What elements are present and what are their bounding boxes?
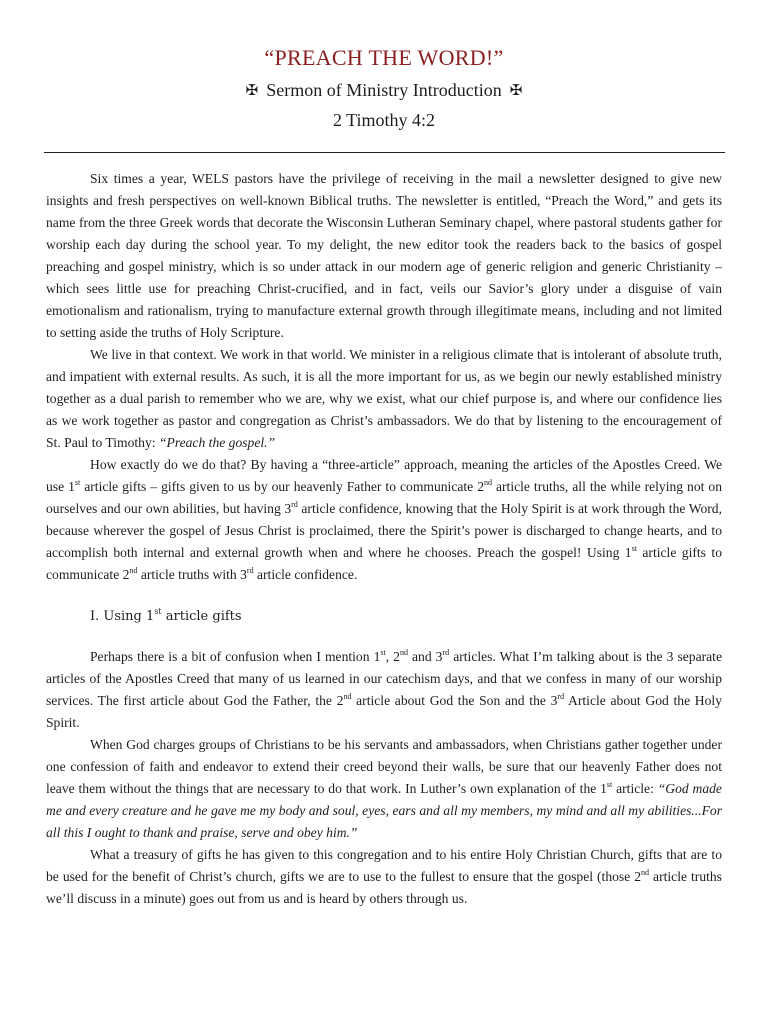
luther-quote: “God made me and every creature and he gave me my body and soul, eyes, ears and all my members, my mind and all my abilities...For all this I ought to thank and praise, serve and obey him.” xyxy=(46,781,722,840)
scripture-reference: 2 Timothy 4:2 xyxy=(332,110,436,130)
sermon-body xyxy=(46,168,722,910)
cross-icon: ✠ xyxy=(509,83,523,99)
section-heading: I. Using 1st article gifts xyxy=(90,607,242,624)
paragraph-5: When God charges groups of Christians to be his servants and ambassadors, when Christians gather together under one confession of faith and endeavor to extend their creed beyond their walls, be sure that our heavenly Father does not leave them without the things that are necessary to do that work. In Luther’s own explanation of the 1st article: “God made me and every creature and he gave me my body and soul, eyes, ears and all my members, my mind and all my abilities...For all this I ought to thank and praise, serve and obey him.” xyxy=(46,737,722,840)
sermon-subtitle xyxy=(0,80,768,101)
scripture-quote: “Preach the gospel.” xyxy=(158,435,276,450)
paragraph-1: Six times a year, WELS pastors have the privilege of receiving in the mail a newsletter designed to give new insights and fresh perspectives on well-known Biblical truths. The newsletter is entitled, “Preach the Word,” and gets its name from the three Greek words that decorate the Wisconsin Lutheran Seminary chapel, where pastoral students gather for worship each day during the school year. To my delight, the new editor took the readers back to the basics of gospel preaching and gospel ministry, which is so under attack in our modern age of generic religion and generic Christianity – which sees little use for preaching Christ-crucified, and in fact, veils our Savior’s glory under a disguise of vain emotionalism and rationalism, trying to manufacture external growth through illegitimate means, including and not limited to setting aside the truths of Holy Scripture. xyxy=(46,171,722,340)
subtitle-text: Sermon of Ministry Introduction xyxy=(266,80,502,100)
paragraph-2: We live in that context. We work in that world. We minister in a religious climate that is intolerant of absolute truth, and impatient with external results. As such, it is all the more important for us, as we begin our newly established ministry together as a dual parish to remember who we are, why we exist, what our chief purpose is, and where our confidence lies as we work together as pastor and congregation as Christ’s ambassadors. We do that by listening to the encouragement of St. Paul to Timothy: “Preach the gospel.” xyxy=(46,347,722,450)
cross-icon: ✠ xyxy=(245,83,259,99)
header-divider xyxy=(44,152,725,153)
paragraph-3: How exactly do we do that? By having a “three-article” approach, meaning the articles of the Apostles Creed. We use 1st article gifts – gifts given to us by our heavenly Father to communicate 2nd article truths, all the while relying not on ourselves and our own abilities, but having 3rd article confidence, knowing that the Holy Spirit is at work through the Word, because wherever the gospel of Jesus Christ is proclaimed, there the Spirit’s power is discharged to change hearts, and to accomplish both internal and external growth when and where he chooses. Preach the gospel! Using 1st article gifts to communicate 2nd article truths with 3rd article confidence. xyxy=(46,457,723,582)
paragraph-4: Perhaps there is a bit of confusion when I mention 1st, 2nd and 3rd articles. What I’m talking about is the 3 separate articles of the Apostles Creed that many of us learned in our catechism days, and that we confess in many of our worship services. The first article about God the Father, the 2nd article about God the Son and the 3rd Article about God the Holy Spirit. xyxy=(46,648,722,730)
sermon-title: “PREACH THE WORD!” xyxy=(264,45,504,70)
paragraph-6: What a treasury of gifts he has given to this congregation and to his entire Holy Christian Church, gifts that are to be used for the benefit of Christ’s church, gifts we are to use to the fullest to ensure that the gospel (those 2nd article truths we’ll discuss in a minute) goes out from us and is heard by others through us. xyxy=(46,847,722,906)
